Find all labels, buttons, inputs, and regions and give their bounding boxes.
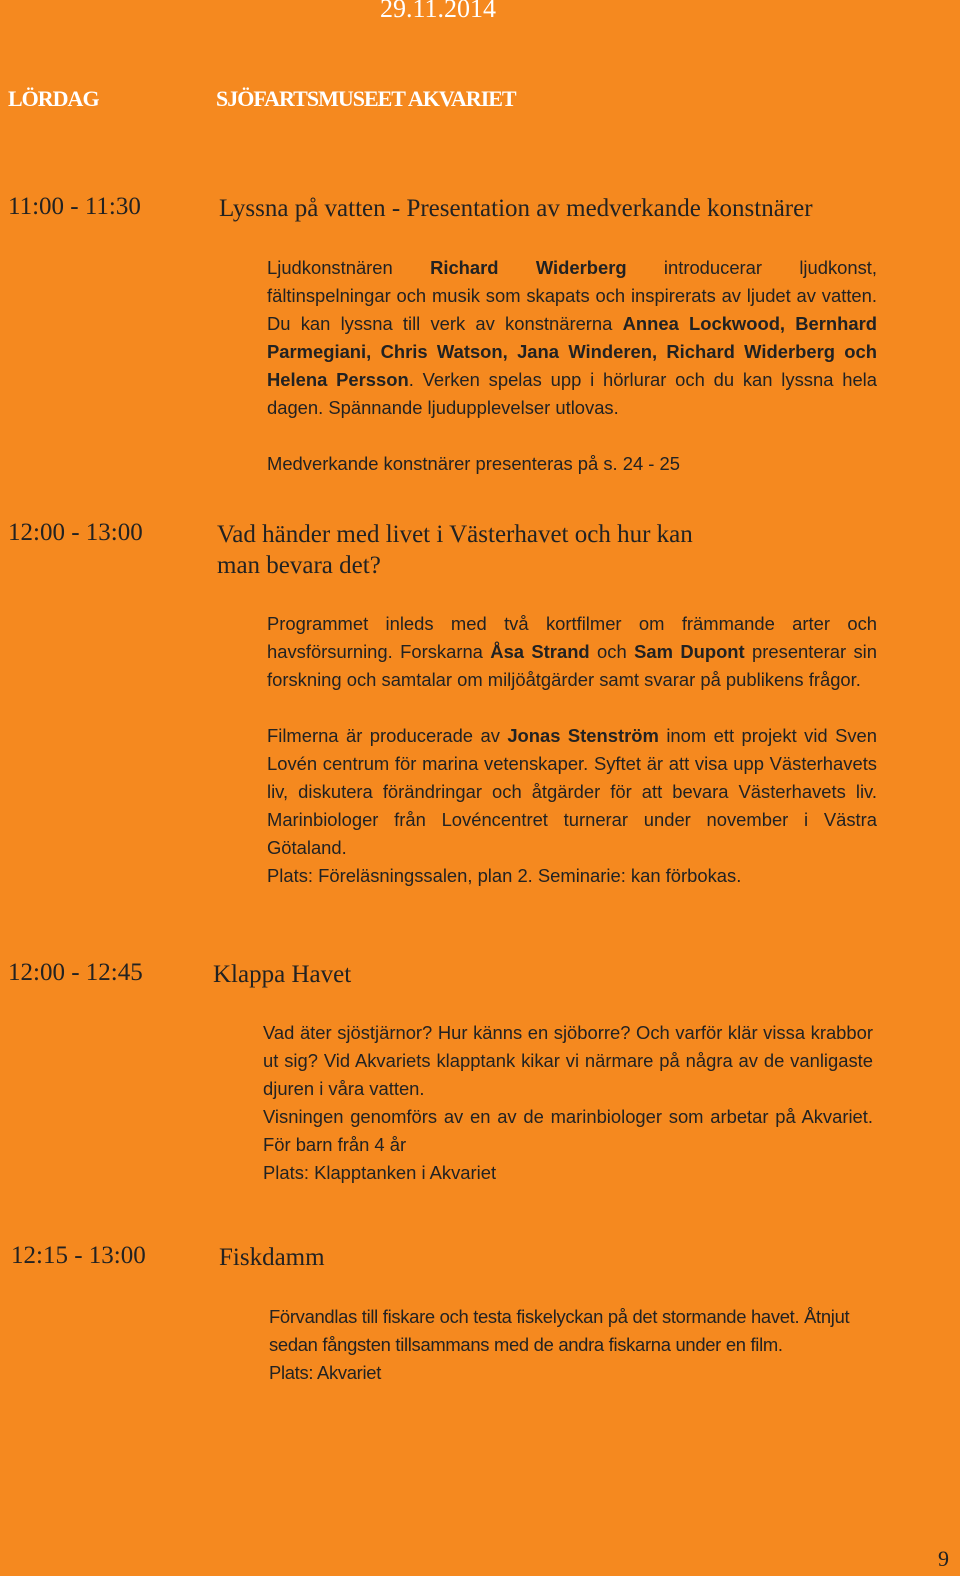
event-description: Programmet inleds med två kortfilmer om främmande arter och havsförsurning. Forskarna Åsa Strand och Sam Dupont presenterar sin forskning och samtalar om miljöåtgärder samt svarar på publikens frågor. Filmerna är producerade av Jonas Stenström inom ett projekt vid Sven Lovén centrum för marina vetenskaper. Syftet är att visa upp Västerhavets liv, diskutera förändringar och åtgärder för att bevara Västerhavets liv. Marinbiologer från Lovéncentret turnerar under november i Västra Götaland. Plats: Föreläsningssalen, plan 2. Seminarie: kan förbokas. (267, 610, 877, 890)
event-description: Ljudkonstnären Richard Widerberg introducerar ljudkonst, fältinspelningar och musik som skapats och inspirerats av ljudet av vatten. Du kan lyssna till verk av konstnärerna Annea Lockwood, Bernhard Parmegiani, Chris Watson, Jana Winderen, Richard Widerberg och Helena Persson. Verken spelas upp i hörlurar och du kan lyssna hela dagen. Spännande ljudupplevelser utlovas. Medverkande konstnärer presenteras på s. 24 - 25 (267, 254, 877, 478)
event-time: 12:15 - 13:00 (11, 1242, 146, 1269)
day-header: LÖRDAG (8, 86, 99, 111)
event-description: Vad äter sjöstjärnor? Hur känns en sjöborre? Och varför klär vissa krabbor ut sig? Vid Akvariets klapptank kikar vi närmare på några av de vanligaste djuren i våra vatten. Visningen genomförs av en av de marinbiologer som arbetar på Akvariet. För barn från 4 år Plats: Klapptanken i Akvariet (263, 1019, 873, 1187)
page-date: 29.11.2014 (380, 0, 497, 23)
event-time: 12:00 - 13:00 (8, 519, 143, 546)
event-title: Vad händer med livet i Västerhavet och hur kan man bevara det? (217, 521, 693, 579)
page-number: 9 (938, 1546, 949, 1571)
event-time: 12:00 - 12:45 (8, 959, 143, 986)
event-description: Förvandlas till fiskare och testa fiskelyckan på det stormande havet. Åtnjut sedan fångsten tillsammans med de andra fiskarna under en film. Plats: Akvariet (269, 1303, 881, 1387)
venue-header: SJÖFARTSMUSEET AKVARIET (216, 86, 516, 111)
event-location: Plats: Föreläsningssalen, plan 2. Seminarie: kan förbokas. (267, 865, 742, 886)
event-title: Klappa Havet (213, 961, 352, 988)
event-title: Fiskdamm (219, 1244, 325, 1271)
event-location: Plats: Klapptanken i Akvariet (263, 1162, 497, 1183)
event-location: Plats: Akvariet (269, 1362, 382, 1383)
artists-reference: Medverkande konstnärer presenteras på s. 24 - 25 (267, 453, 680, 474)
event-title: Lyssna på vatten - Presentation av medverkande konstnärer (219, 195, 813, 222)
event-time: 11:00 - 11:30 (8, 193, 141, 220)
